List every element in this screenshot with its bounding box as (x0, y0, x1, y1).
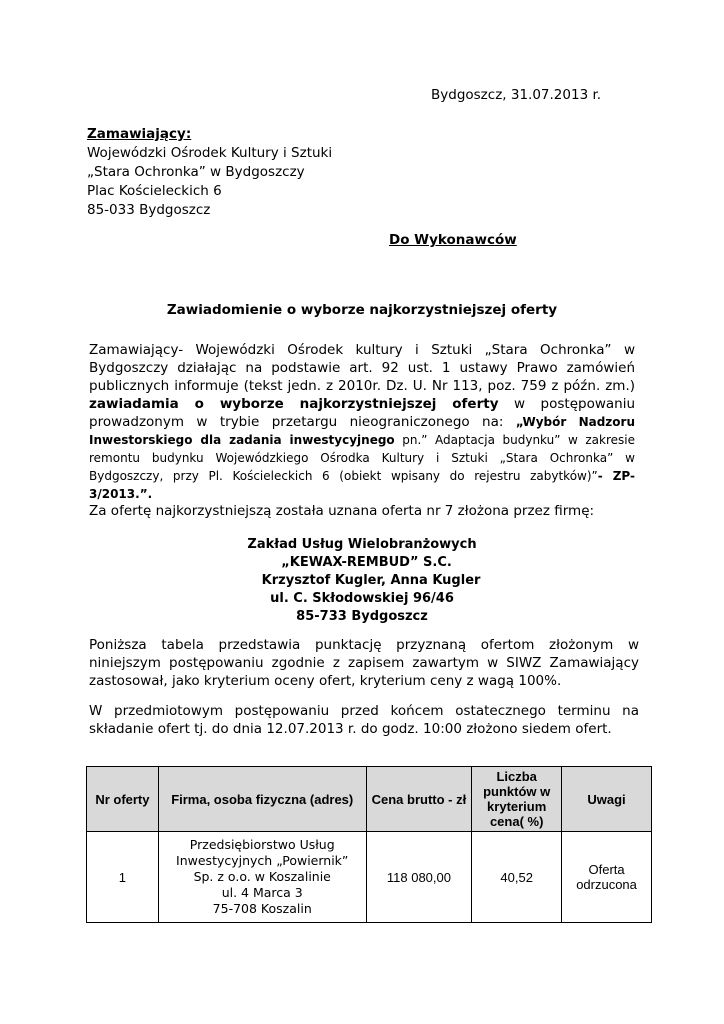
col-header-firm: Firma, osoba fizyczna (adres) (158, 767, 366, 832)
winner-line: 85-733 Bydgoszcz (296, 609, 428, 624)
firm-line: ul. 4 Marca 3 (221, 885, 303, 900)
offers-count-paragraph: W przedmiotowym postępowaniu przed końcem ostatecznego terminu na składanie ofert tj. do dnia 12.07.2013 r. do godz. 10:00 złożono siedem ofert. (89, 703, 639, 737)
contracting-authority (87, 125, 332, 220)
col-header-price: Cena brutto - zł (366, 767, 472, 832)
cell-points: 40,52 (472, 832, 562, 923)
col-header-remarks: Uwagi (562, 767, 652, 832)
authority-line: 85-033 Bydgoszcz (87, 202, 211, 218)
firm-line: Sp. z o.o. w Koszalinie (193, 869, 331, 884)
table-row (87, 832, 652, 923)
authority-line: Plac Kościeleckich 6 (87, 183, 222, 199)
winner-block (0, 536, 724, 626)
body-text: pn.” Adaptacja budynku” w zakresie remontu budynku Wojewódzkiego Ośrodka Kultury i Sztuki „Stara Ochronka” w Bydgoszczy, przy Pl. Kościeleckich 6 (obiekt wpisany do rejestru zabytków)” (89, 433, 635, 483)
body-text: Zamawiający- Wojewódzki Ośrodek kultury i Sztuki „Stara Ochronka” w Bydgoszczy działając na podstawie art. 92 ust. 1 ustawy Prawo zamówień publicznych informuje (tekst jedn. z 2010r. Dz. U. Nr 113, poz. 759 z późn. zm.) (89, 342, 635, 394)
col-header-points: Liczba punktów w kryterium cena( %) (472, 767, 562, 832)
authority-line: Wojewódzki Ośrodek Kultury i Sztuki (87, 145, 333, 161)
firm-line: Przedsiębiorstwo Usług (189, 837, 335, 852)
recipients-heading: Do Wykonawców (389, 232, 517, 248)
firm-line: Inwestycyjnych „Powiernik” (176, 853, 349, 868)
winner-line: Krzysztof Kugler, Anna Kugler (243, 573, 481, 588)
notice-body (89, 341, 635, 503)
contracting-authority-heading: Zamawiający: (87, 126, 192, 142)
cell-price: 118 080,00 (366, 832, 472, 923)
body-text: w postępowaniu prowadzonym w trybie przetargu nieograniczonego na: (89, 396, 636, 430)
body-bold-tender-name: „Wybór Nadzoru Inwestorskiego dla zadania inwestycyjnego (89, 415, 635, 447)
table-header-row (87, 767, 652, 832)
document-subject: Zawiadomienie o wyborze najkorzystniejszej oferty (166, 302, 558, 318)
cell-remarks: Oferta odrzucona (562, 832, 652, 923)
body-bold-decision: zawiadamia o wyborze najkorzystniejszej oferty (89, 396, 499, 412)
authority-line: „Stara Ochronka” w Bydgoszczy (87, 164, 305, 180)
cell-nr: 1 (87, 832, 159, 923)
winner-intro: Za ofertę najkorzystniejszą została uznana oferta nr 7 złożona przez firmę: (89, 503, 595, 519)
cell-firm (158, 832, 366, 923)
body-bold-reference: - ZP-3/2013.”. (89, 469, 635, 501)
winner-line: „KEWAX-REMBUD” S.C. (272, 555, 452, 570)
col-header-nr: Nr oferty (87, 767, 159, 832)
winner-line: ul. C. Skłodowskiej 96/46 (270, 591, 454, 606)
place-date: Bydgoszcz, 31.07.2013 r. (431, 87, 602, 103)
firm-line: 75-708 Koszalin (212, 901, 312, 916)
offers-table (86, 766, 652, 923)
winner-line: Zakład Usług Wielobranżowych (247, 537, 477, 552)
scoring-paragraph: Poniższa tabela przedstawia punktację przyznaną ofertom złożonym w niniejszym postępowaniu zgodnie z zapisem zawartym w SIWZ Zamawiający zastosował, jako kryterium oceny ofert, kryterium ceny z wagą 100%. (89, 637, 639, 689)
